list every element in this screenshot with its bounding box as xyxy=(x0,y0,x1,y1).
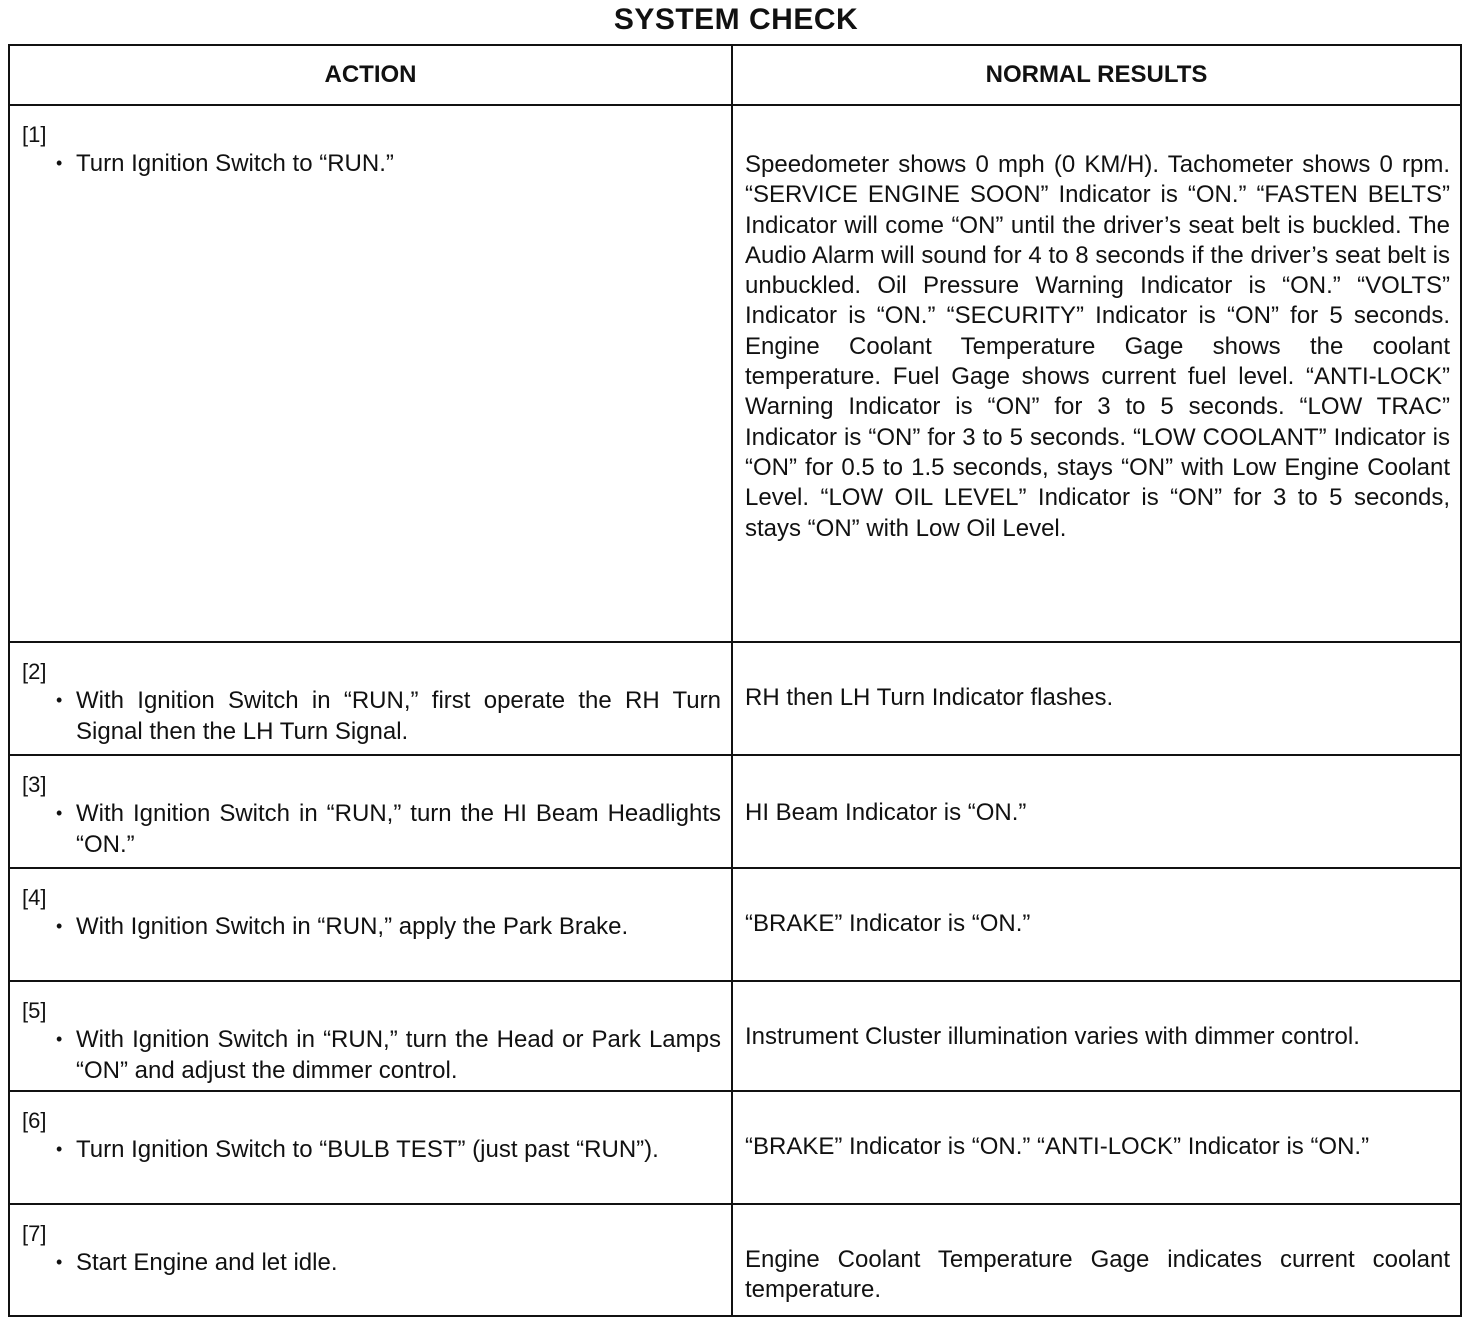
result-cell xyxy=(732,1091,1461,1204)
bullet-icon: • xyxy=(56,1029,63,1049)
action-text: With Ignition Switch in “RUN,” first operate the RH Turn Signal then the LH Turn Signal. xyxy=(76,687,721,745)
action-cell xyxy=(9,868,732,981)
table-row xyxy=(9,642,1461,755)
action-text: With Ignition Switch in “RUN,” turn the HI Beam Headlights “ON.” xyxy=(76,800,721,858)
action-cell xyxy=(9,105,732,642)
action-text: Turn Ignition Switch to “BULB TEST” (just past “RUN”). xyxy=(76,1136,659,1163)
result-text: Speedometer shows 0 mph (0 KM/H). Tachometer shows 0 rpm. “SERVICE ENGINE SOON” Indicator is “ON.” “FASTEN BELTS” Indicator will come “ON” until the driver’s seat belt is buckled. The Audio Alarm will sound for 4 to 8 seconds if the driver’s seat belt is unbuckled. Oil Pressure Warning Indicator is “ON.” “VOLTS” Indicator is “ON.” “SECURITY” Indicator is “ON” for 5 seconds. Engine Coolant Temperature Gage shows the coolant temperature. Fuel Gage shows current fuel level. “ANTI-LOCK” Warning Indicator is “ON” for 3 to 5 seconds. “LOW TRAC” Indicator is “ON” for 3 to 5 seconds. “LOW COOLANT” Indicator is “ON” for 0.5 to 1.5 seconds, stays “ON” with Low Engine Coolant Level. “LOW OIL LEVEL” Indicator is “ON” for 3 to 5 seconds, stays “ON” with Low Oil Level. xyxy=(745,151,1450,542)
bullet-icon: • xyxy=(56,153,63,173)
action-cell xyxy=(9,1091,732,1204)
result-cell xyxy=(732,1204,1461,1316)
step-number: [7] xyxy=(22,1221,47,1246)
result-cell xyxy=(732,105,1461,642)
step-number: [2] xyxy=(22,659,47,684)
action-text: Turn Ignition Switch to “RUN.” xyxy=(76,150,394,177)
bullet-icon: • xyxy=(56,1139,63,1159)
action-text: Start Engine and let idle. xyxy=(76,1249,338,1276)
result-cell xyxy=(732,981,1461,1091)
action-item xyxy=(10,148,731,179)
result-text: RH then LH Turn Indicator flashes. xyxy=(745,684,1114,711)
action-text: With Ignition Switch in “RUN,” turn the Head or Park Lamps “ON” and adjust the dimmer control. xyxy=(76,1026,721,1084)
table-row xyxy=(9,981,1461,1091)
bullet-icon: • xyxy=(56,690,63,710)
result-text: HI Beam Indicator is “ON.” xyxy=(745,799,1027,826)
step-number: [5] xyxy=(22,998,47,1023)
bullet-icon: • xyxy=(56,803,63,823)
result-text: Instrument Cluster illumination varies with dimmer control. xyxy=(745,1023,1360,1050)
action-item xyxy=(10,685,731,747)
column-header-normal-results: NORMAL RESULTS xyxy=(732,45,1461,105)
header-row xyxy=(9,45,1461,105)
action-item xyxy=(10,798,731,860)
action-item xyxy=(10,1024,731,1086)
result-cell xyxy=(732,755,1461,868)
table-row xyxy=(9,1204,1461,1316)
action-cell xyxy=(9,755,732,868)
action-text: With Ignition Switch in “RUN,” apply the Park Brake. xyxy=(76,913,629,940)
result-text: Engine Coolant Temperature Gage indicates current coolant temperature. xyxy=(745,1246,1450,1304)
action-item xyxy=(10,1134,731,1165)
result-text: “BRAKE” Indicator is “ON.” “ANTI-LOCK” Indicator is “ON.” xyxy=(745,1133,1370,1160)
step-number: [4] xyxy=(22,885,47,910)
table-row xyxy=(9,755,1461,868)
table-row xyxy=(9,105,1461,642)
action-item xyxy=(10,1247,731,1278)
result-text: “BRAKE” Indicator is “ON.” xyxy=(745,910,1031,937)
bullet-icon: • xyxy=(56,916,63,936)
action-item xyxy=(10,911,731,942)
table-row xyxy=(9,868,1461,981)
step-number: [6] xyxy=(22,1108,47,1133)
column-header-action: ACTION xyxy=(9,45,732,105)
bullet-icon: • xyxy=(56,1252,63,1272)
page-title: SYSTEM CHECK xyxy=(613,3,859,36)
result-cell xyxy=(732,642,1461,755)
action-cell xyxy=(9,981,732,1091)
system-check-table xyxy=(8,44,1462,1317)
step-number: [1] xyxy=(22,122,47,147)
step-number: [3] xyxy=(22,772,47,797)
result-cell xyxy=(732,868,1461,981)
action-cell xyxy=(9,1204,732,1316)
table-row xyxy=(9,1091,1461,1204)
action-cell xyxy=(9,642,732,755)
